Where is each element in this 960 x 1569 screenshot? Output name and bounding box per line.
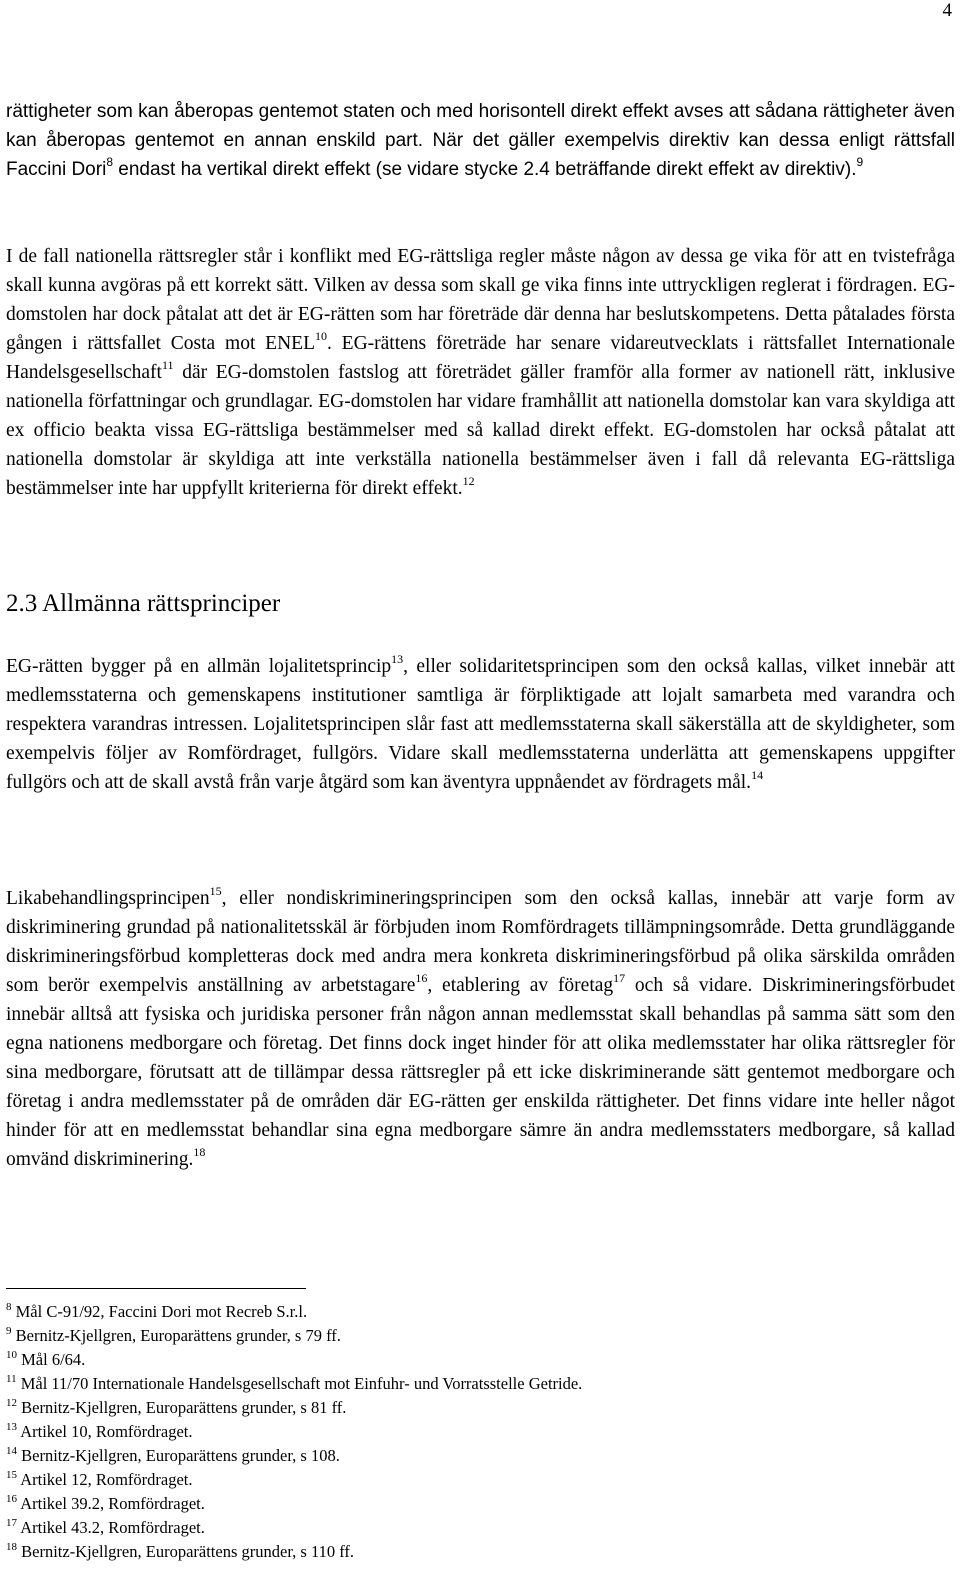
text-run: Likabehandlingsprincipen xyxy=(6,888,210,909)
footnote-text: Bernitz-Kjellgren, Europarättens grunder, s 108. xyxy=(17,1446,340,1465)
footnote-text: Mål 6/64. xyxy=(17,1350,86,1369)
footnote-text: Bernitz-Kjellgren, Europarättens grunder, s 79 ff. xyxy=(11,1326,341,1345)
footnote-ref: 15 xyxy=(209,884,222,898)
footnote-number: 10 xyxy=(6,1349,17,1361)
section-heading: 2.3 Allmänna rättsprinciper xyxy=(6,590,281,617)
text-run: , eller solidaritetsprincipen som den också kallas, vilket innebär att medlemsstaterna och gemenskapens institutioner samtliga är förpliktigade att lojalt samarbeta med varandra och respektera varandras intressen. Lojalitetsprincipen slår fast att medlemsstaterna skall säkerställa att de skyldigheter, som exempelvis följer av Romfördraget, fullgörs. Vidare skall medlemsstaterna underlätta att gemenskapens uppgifter fullgörs och att de skall avstå från varje åtgärd som kan äventyra uppnåendet av fördragets mål. xyxy=(6,656,955,793)
footnote-text: Artikel 10, Romfördraget. xyxy=(17,1422,193,1441)
paragraph-loyalty xyxy=(6,652,955,797)
footnote-text: Mål 11/70 Internationale Handelsgesellschaft mot Einfuhr- und Vorratsstelle Getride. xyxy=(16,1374,583,1393)
text-run: EG-rätten bygger på en allmän lojalitetsprincip xyxy=(6,656,392,677)
footnote-ref: 10 xyxy=(314,329,327,343)
footnote xyxy=(6,1396,946,1420)
footnote xyxy=(6,1540,946,1564)
text-run: , eller nondiskrimineringsprincipen som den också kallas, innebär att varje form av diskriminering grundad på nationalitetsskäl är förbjuden inom Romfördragets tillämpningsområde. Detta grundläggande diskrimineringsförbud kompletteras dock med andra mera konkreta diskrimineringsförbud på olika särskilda områden som berör exempelvis anställning av arbetstagare xyxy=(6,888,955,996)
footnote-ref: 14 xyxy=(751,768,764,782)
footnote-text: Artikel 12, Romfördraget. xyxy=(17,1470,193,1489)
footnote-number: 12 xyxy=(6,1397,17,1409)
footnote xyxy=(6,1444,946,1468)
footnote xyxy=(6,1348,946,1372)
footnote-ref: 13 xyxy=(391,652,404,666)
footnote-number: 11 xyxy=(6,1373,17,1385)
footnote-text: Bernitz-Kjellgren, Europarättens grunder, s 110 ff. xyxy=(17,1542,355,1561)
footnote-ref: 9 xyxy=(856,155,864,169)
footnote-number: 13 xyxy=(6,1421,17,1433)
footnote-number: 15 xyxy=(6,1469,17,1481)
footnote-ref: 8 xyxy=(106,155,113,169)
footnote-ref: 16 xyxy=(415,971,428,985)
text-run: och så vidare. Diskrimineringsförbudet innebär alltså att fysiska och juridiska personer från någon annan medlemsstat skall behandlas på samma sätt som den egna nationens medborgare och företag. Det finns dock inget hinder för att olika medlemsstater har olika rättsregler för sina medborgare, förutsatt att de tillämpar dessa rättsregler på ett icke diskriminerande sätt gentemot medborgare och företag i andra medlemsstater på de områden där EG-rätten ger enskilda rättigheter. Det finns vidare inte heller något hinder för att en medlemsstat behandlar sina egna medborgare sämre än andra medlemsstaters medborgare, så kallad omvänd diskriminering. xyxy=(6,975,955,1170)
paragraph-equal-treatment xyxy=(6,884,955,1174)
paragraph-direct-effect xyxy=(6,97,955,184)
footnote xyxy=(6,1492,946,1516)
footnote-ref: 17 xyxy=(613,971,626,985)
footnote-text: Artikel 39.2, Romfördraget. xyxy=(17,1494,205,1513)
footnote-ref: 11 xyxy=(161,358,174,372)
footnotes-list xyxy=(6,1300,946,1564)
footnote-divider xyxy=(6,1288,306,1289)
footnote-number: 16 xyxy=(6,1493,17,1505)
text-run: rättigheter som kan åberopas gentemot staten och med horisontell direkt effekt avses att sådana rättigheter även kan åberopas gentemot en annan enskild part. När det gäller exempelvis direktiv kan dessa enligt rättsfall Faccini Dori xyxy=(6,101,955,180)
page-number: 4 xyxy=(942,0,952,21)
text-run: . EG-rättens företräde har senare vidareutvecklats i rättsfallet Internationale Handelsgesellschaft xyxy=(6,333,955,383)
text-run: endast ha vertikal direkt effekt (se vidare stycke 2.4 beträffande direkt effekt av direktiv). xyxy=(113,159,857,180)
paragraph-primacy xyxy=(6,242,955,503)
footnote-ref: 18 xyxy=(193,1145,206,1159)
text-run: , etablering av företag xyxy=(427,975,614,996)
footnote-ref: 12 xyxy=(462,474,475,488)
footnote xyxy=(6,1300,946,1324)
footnote-number: 18 xyxy=(6,1541,17,1553)
footnote-number: 17 xyxy=(6,1517,17,1529)
footnote-number: 14 xyxy=(6,1445,17,1457)
footnote xyxy=(6,1372,946,1396)
footnote xyxy=(6,1516,946,1540)
text-run: där EG-domstolen fastslog att företrädet gäller framför alla former av nationell rätt, inklusive nationella författningar och grundlagar. EG-domstolen har vidare framhållit att nationella domstolar kan vara skyldiga att ex officio beakta vissa EG-rättsliga bestämmelser med så kallad direkt effekt. EG-domstolen har också påtalat att nationella domstolar är skyldiga att inte verkställa nationella bestämmelser även i fall då relevanta EG-rättsliga bestämmelser inte har uppfyllt kriterierna för direkt effekt. xyxy=(6,362,955,499)
footnote xyxy=(6,1420,946,1444)
footnote xyxy=(6,1468,946,1492)
text-run: I de fall nationella rättsregler står i konflikt med EG-rättsliga regler måste någon av dessa ge vika för att en tvistefråga skall kunna avgöras på ett korrekt sätt. Vilken av dessa som skall ge vika finns inte uttryckligen reglerat i fördragen. EG-domstolen har dock påtalat att det är EG-rätten som har företräde där denna har beslutskompetens. Detta påtalades första gången i rättsfallet Costa mot ENEL xyxy=(6,246,955,354)
footnote-number: 8 xyxy=(6,1301,12,1313)
footnote-text: Artikel 43.2, Romfördraget. xyxy=(17,1518,205,1537)
footnote-number: 9 xyxy=(6,1325,12,1337)
footnote xyxy=(6,1324,946,1348)
footnote-text: Bernitz-Kjellgren, Europarättens grunder, s 81 ff. xyxy=(17,1398,347,1417)
footnote-text: Mål C-91/92, Faccini Dori mot Recreb S.r.l. xyxy=(11,1302,308,1321)
